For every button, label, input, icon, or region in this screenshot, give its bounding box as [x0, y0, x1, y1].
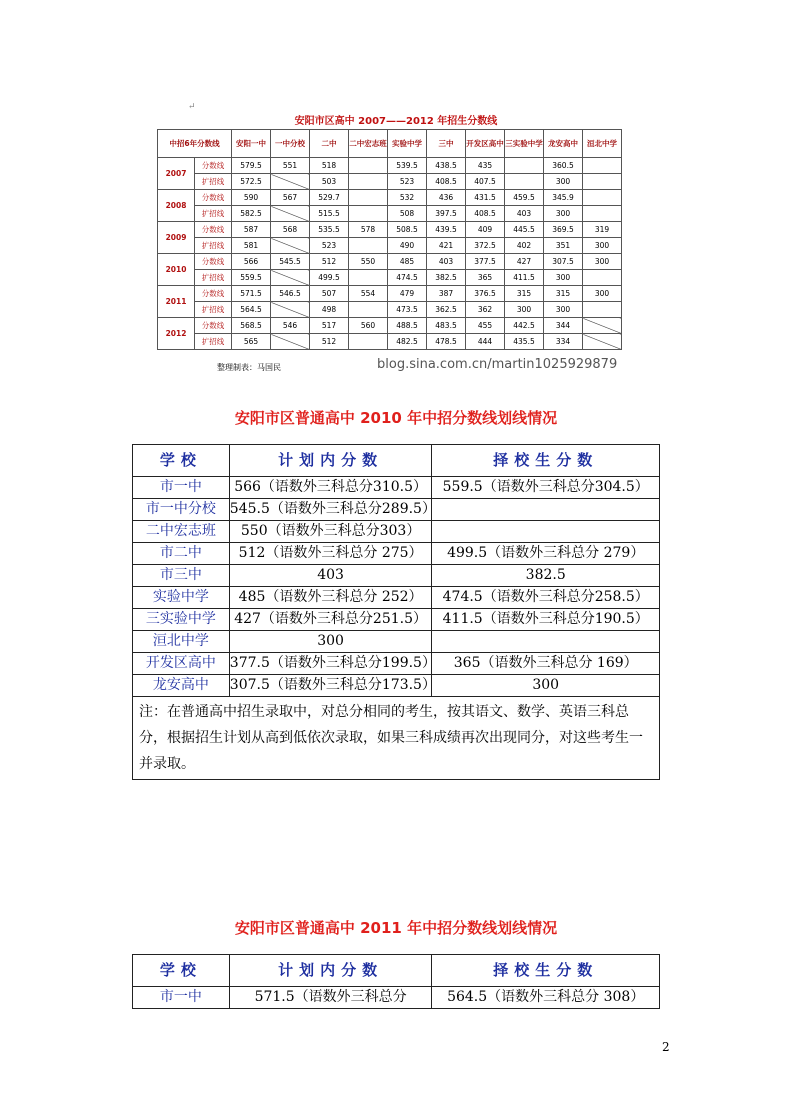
- school-cell: 实验中学: [133, 587, 230, 609]
- score-cell: 300: [544, 270, 583, 286]
- image-row: [158, 270, 622, 286]
- score-cell: 564.5: [232, 302, 271, 318]
- score-cell: 508: [388, 206, 427, 222]
- score-cell: 442.5: [505, 318, 544, 334]
- type-cell: 扩招线: [195, 302, 232, 318]
- score-cell: 438.5: [427, 158, 466, 174]
- table-row: [133, 499, 660, 521]
- choice-cell: 365（语数外三科总分 169）: [432, 653, 660, 675]
- image-score-table: [157, 129, 622, 350]
- score-cell: 578: [349, 222, 388, 238]
- empty-slash-cell: [271, 238, 310, 254]
- header-school: 学校: [133, 955, 230, 987]
- image-header-cell: 实验中学: [388, 130, 427, 158]
- score-cell: 376.5: [466, 286, 505, 302]
- image-header-cell: 龙安高中: [544, 130, 583, 158]
- plan-cell: 300: [229, 631, 432, 653]
- score-cell: [505, 174, 544, 190]
- score-cell: 360.5: [544, 158, 583, 174]
- type-cell: 分数线: [195, 254, 232, 270]
- image-row: [158, 286, 622, 302]
- score-cell: [583, 302, 622, 318]
- score-cell: 369.5: [544, 222, 583, 238]
- score-cell: [583, 270, 622, 286]
- score-cell: 582.5: [232, 206, 271, 222]
- score-cell: 546: [271, 318, 310, 334]
- score-cell: 445.5: [505, 222, 544, 238]
- score-cell: 503: [310, 174, 349, 190]
- empty-slash-cell: [271, 206, 310, 222]
- score-cell: 560: [349, 318, 388, 334]
- score-cell: 377.5: [466, 254, 505, 270]
- type-cell: 分数线: [195, 158, 232, 174]
- score-cell: 315: [505, 286, 544, 302]
- choice-cell: 559.5（语数外三科总分304.5）: [432, 477, 660, 499]
- score-cell: 345.9: [544, 190, 583, 206]
- score-cell: [583, 206, 622, 222]
- score-cell: 444: [466, 334, 505, 350]
- choice-cell: [432, 521, 660, 543]
- plan-cell: 485（语数外三科总分 252）: [229, 587, 432, 609]
- score-cell: 485: [388, 254, 427, 270]
- image-row: [158, 174, 622, 190]
- table-2011: [132, 954, 660, 1009]
- score-cell: 409: [466, 222, 505, 238]
- score-cell: [349, 238, 388, 254]
- choice-cell: 499.5（语数外三科总分 279）: [432, 543, 660, 565]
- score-cell: 581: [232, 238, 271, 254]
- image-header-cell: 开发区高中: [466, 130, 505, 158]
- image-header-cell: 安阳一中: [232, 130, 271, 158]
- choice-cell: 300: [432, 675, 660, 697]
- plan-cell: 307.5（语数外三科总分173.5）: [229, 675, 432, 697]
- score-cell: 315: [544, 286, 583, 302]
- score-cell: 567: [271, 190, 310, 206]
- score-cell: 512: [310, 254, 349, 270]
- school-cell: 三实验中学: [133, 609, 230, 631]
- choice-cell: 474.5（语数外三科总分258.5）: [432, 587, 660, 609]
- score-cell: 334: [544, 334, 583, 350]
- image-row: [158, 334, 622, 350]
- score-cell: 362.5: [427, 302, 466, 318]
- empty-slash-cell: [271, 270, 310, 286]
- score-cell: 382.5: [427, 270, 466, 286]
- score-cell: 550: [349, 254, 388, 270]
- year-cell: 2008: [158, 190, 195, 222]
- score-cell: 482.5: [388, 334, 427, 350]
- score-cell: 300: [544, 302, 583, 318]
- score-cell: 515.5: [310, 206, 349, 222]
- score-cell: 351: [544, 238, 583, 254]
- type-cell: 扩招线: [195, 206, 232, 222]
- note: 注：在普通高中招生录取中，对总分相同的考生，按其语文、数学、英语三科总分，根据招生计划从高到低依次录取，如果三科成绩再次出现同分，对这些考生一并录取。: [133, 697, 660, 780]
- score-cell: [349, 302, 388, 318]
- school-cell: 市一中: [133, 477, 230, 499]
- empty-slash-cell: [271, 302, 310, 318]
- score-cell: 579.5: [232, 158, 271, 174]
- score-cell: 473.5: [388, 302, 427, 318]
- score-cell: 459.5: [505, 190, 544, 206]
- score-cell: 518: [310, 158, 349, 174]
- plan-cell: 550（语数外三科总分303）: [229, 521, 432, 543]
- type-cell: 分数线: [195, 190, 232, 206]
- score-cell: 571.5: [232, 286, 271, 302]
- plan-cell: 512（语数外三科总分 275）: [229, 543, 432, 565]
- score-cell: [349, 334, 388, 350]
- year-cell: 2009: [158, 222, 195, 254]
- empty-slash-cell: [583, 334, 622, 350]
- score-cell: 565: [232, 334, 271, 350]
- watermark: blog.sina.com.cn/martin1025929879: [377, 357, 618, 372]
- school-cell: 市二中: [133, 543, 230, 565]
- image-title: 安阳市区高中 2007——2012 年招生分数线: [294, 116, 498, 127]
- table-row: [133, 565, 660, 587]
- image-header-cell: 二中宏志班: [349, 130, 388, 158]
- year-cell: 2011: [158, 286, 195, 318]
- header-choice: 择校生分数: [432, 445, 660, 477]
- plan-cell: 427（语数外三科总分251.5）: [229, 609, 432, 631]
- school-cell: 市一中分校: [133, 499, 230, 521]
- section-2011-title: 安阳市区普通高中 2011 年中招分数线划线情况: [234, 919, 558, 937]
- image-header-cell: 二中: [310, 130, 349, 158]
- score-cell: 403: [505, 206, 544, 222]
- score-cell: 523: [388, 174, 427, 190]
- score-cell: [583, 190, 622, 206]
- score-cell: 300: [505, 302, 544, 318]
- header-plan: 计划内分数: [229, 445, 432, 477]
- school-cell: 市一中: [133, 987, 230, 1009]
- score-cell: 568: [271, 222, 310, 238]
- score-cell: 478.5: [427, 334, 466, 350]
- corner-label: 中招6年分数线: [158, 130, 232, 158]
- school-cell: 市三中: [133, 565, 230, 587]
- type-cell: 扩招线: [195, 270, 232, 286]
- type-cell: 分数线: [195, 286, 232, 302]
- score-cell: 572.5: [232, 174, 271, 190]
- choice-cell: [432, 631, 660, 653]
- score-cell: 474.5: [388, 270, 427, 286]
- score-cell: 407.5: [466, 174, 505, 190]
- score-cell: 436: [427, 190, 466, 206]
- image-row: [158, 318, 622, 334]
- score-cell: 427: [505, 254, 544, 270]
- header-school: 学校: [133, 445, 230, 477]
- score-cell: [349, 190, 388, 206]
- school-cell: 开发区高中: [133, 653, 230, 675]
- image-header-cell: 洹北中学: [583, 130, 622, 158]
- return-mark: ↵: [188, 102, 196, 112]
- table-row: [133, 987, 660, 1009]
- image-row: [158, 238, 622, 254]
- score-cell: 411.5: [505, 270, 544, 286]
- plan-cell: 403: [229, 565, 432, 587]
- image-row: [158, 302, 622, 318]
- score-cell: 523: [310, 238, 349, 254]
- score-cell: 566: [232, 254, 271, 270]
- image-row: [158, 206, 622, 222]
- plan-cell: 566（语数外三科总分310.5）: [229, 477, 432, 499]
- score-cell: [349, 270, 388, 286]
- empty-slash-cell: [583, 318, 622, 334]
- empty-slash-cell: [271, 334, 310, 350]
- choice-cell: 382.5: [432, 565, 660, 587]
- table-row: [133, 543, 660, 565]
- type-cell: 扩招线: [195, 238, 232, 254]
- header-choice: 择校生分数: [432, 955, 660, 987]
- score-cell: 455: [466, 318, 505, 334]
- school-cell: 龙安高中: [133, 675, 230, 697]
- plan-cell: 571.5（语数外三科总分: [229, 987, 432, 1009]
- score-cell: 498: [310, 302, 349, 318]
- score-cell: 554: [349, 286, 388, 302]
- table-row: [133, 521, 660, 543]
- score-cell: 590: [232, 190, 271, 206]
- score-cell: [349, 158, 388, 174]
- score-cell: 402: [505, 238, 544, 254]
- score-cell: 539.5: [388, 158, 427, 174]
- choice-cell: 411.5（语数外三科总分190.5）: [432, 609, 660, 631]
- score-cell: [505, 158, 544, 174]
- table-row: [133, 653, 660, 675]
- score-cell: 546.5: [271, 286, 310, 302]
- type-cell: 扩招线: [195, 334, 232, 350]
- image-row: [158, 158, 622, 174]
- score-cell: 435: [466, 158, 505, 174]
- image-footer: 整理制表：马国民: [217, 363, 281, 372]
- score-cell: 421: [427, 238, 466, 254]
- table-row: [133, 609, 660, 631]
- score-cell: 529.7: [310, 190, 349, 206]
- image-row: [158, 254, 622, 270]
- score-cell: 559.5: [232, 270, 271, 286]
- score-cell: [583, 158, 622, 174]
- image-header-cell: 三实验中学: [505, 130, 544, 158]
- score-cell: 344: [544, 318, 583, 334]
- image-header-cell: 一中分校: [271, 130, 310, 158]
- header-plan: 计划内分数: [229, 955, 432, 987]
- page-number: 2: [662, 1040, 670, 1054]
- score-cell: 300: [544, 206, 583, 222]
- score-cell: 532: [388, 190, 427, 206]
- plan-cell: 377.5（语数外三科总分199.5）: [229, 653, 432, 675]
- score-cell: [349, 174, 388, 190]
- score-cell: 587: [232, 222, 271, 238]
- score-cell: 483.5: [427, 318, 466, 334]
- school-cell: 洹北中学: [133, 631, 230, 653]
- section-2010-title: 安阳市区普通高中 2010 年中招分数线划线情况: [234, 409, 558, 427]
- score-cell: 439.5: [427, 222, 466, 238]
- score-cell: 507: [310, 286, 349, 302]
- year-cell: 2007: [158, 158, 195, 190]
- school-cell: 二中宏志班: [133, 521, 230, 543]
- score-cell: 408.5: [466, 206, 505, 222]
- year-cell: 2012: [158, 318, 195, 350]
- score-cell: 300: [583, 286, 622, 302]
- embedded-score-image: [157, 112, 635, 374]
- score-cell: 431.5: [466, 190, 505, 206]
- type-cell: 分数线: [195, 318, 232, 334]
- image-row: [158, 190, 622, 206]
- score-cell: 300: [583, 238, 622, 254]
- table-row: [133, 477, 660, 499]
- score-cell: 307.5: [544, 254, 583, 270]
- score-cell: 300: [583, 254, 622, 270]
- score-cell: 408.5: [427, 174, 466, 190]
- score-cell: 517: [310, 318, 349, 334]
- choice-cell: 564.5（语数外三科总分 308）: [432, 987, 660, 1009]
- score-cell: 488.5: [388, 318, 427, 334]
- score-cell: 490: [388, 238, 427, 254]
- score-cell: 397.5: [427, 206, 466, 222]
- score-cell: 372.5: [466, 238, 505, 254]
- score-cell: [349, 206, 388, 222]
- table-row: [133, 587, 660, 609]
- score-cell: 479: [388, 286, 427, 302]
- type-cell: 扩招线: [195, 174, 232, 190]
- table-row: [133, 675, 660, 697]
- plan-cell: 545.5（语数外三科总分289.5）: [229, 499, 432, 521]
- score-cell: 365: [466, 270, 505, 286]
- score-cell: 403: [427, 254, 466, 270]
- score-cell: 568.5: [232, 318, 271, 334]
- score-cell: 300: [544, 174, 583, 190]
- score-cell: 435.5: [505, 334, 544, 350]
- score-cell: 551: [271, 158, 310, 174]
- choice-cell: [432, 499, 660, 521]
- type-cell: 分数线: [195, 222, 232, 238]
- score-cell: 387: [427, 286, 466, 302]
- score-cell: [583, 174, 622, 190]
- score-cell: 319: [583, 222, 622, 238]
- table-row: [133, 631, 660, 653]
- year-cell: 2010: [158, 254, 195, 286]
- score-cell: 362: [466, 302, 505, 318]
- score-cell: 545.5: [271, 254, 310, 270]
- score-cell: 508.5: [388, 222, 427, 238]
- empty-slash-cell: [271, 174, 310, 190]
- image-row: [158, 222, 622, 238]
- score-cell: 499.5: [310, 270, 349, 286]
- table-2010: [132, 444, 660, 780]
- image-header-cell: 三中: [427, 130, 466, 158]
- score-cell: 512: [310, 334, 349, 350]
- score-cell: 535.5: [310, 222, 349, 238]
